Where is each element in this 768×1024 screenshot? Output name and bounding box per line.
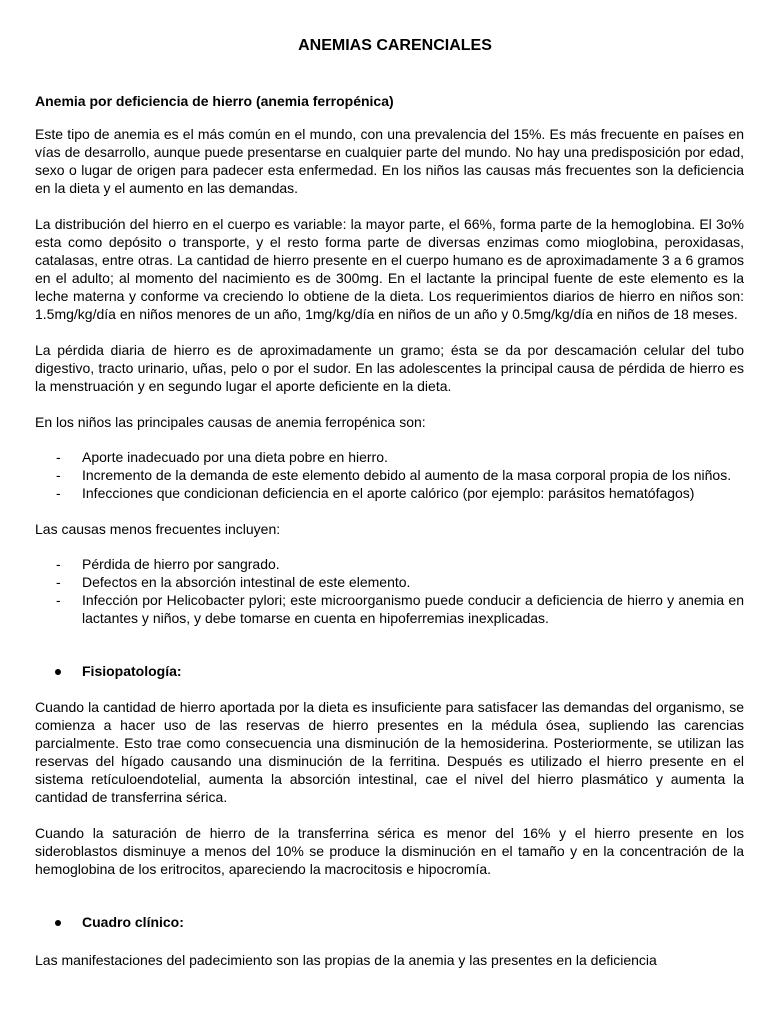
dash-marker: - (56, 449, 61, 465)
less-frequent-causes-list (35, 555, 744, 627)
paragraph-less-frequent-intro: Las causas menos frecuentes incluyen: (35, 521, 281, 537)
dash-marker: - (56, 485, 61, 501)
paragraph-daily-loss: La pérdida diaria de hierro es de aproximadamente un gramo; ésta se da por descamación celular del tubo digestivo, tracto urinario, uñas, pelo o por el sudor. En las adolescentes la principal causa de pérdida de hierro es la menstruación y en segundo lugar el aporte deficiente en la dieta. (35, 342, 744, 394)
paragraph-fisiopatologia-2: Cuando la saturación de hierro de la transferrina sérica es menor del 16% y el hierro presente en los sideroblastos disminuye a menos del 10% se produce la disminución en el tamaño y en la concentración de la hemoglobina de los eritrocitos, apareciendo la macrocitosis e hipocromía. (35, 825, 744, 877)
list-item: - Infección por Helicobacter pylori; este microorganismo puede conducir a deficiencia de hierro y anemia en lactantes y niños, y debe tomarse en cuenta en hipoferremias inexplicadas. (56, 592, 744, 626)
section-heading: Anemia por deficiencia de hierro (anemia ferropénica) (35, 93, 394, 109)
list-item: - Incremento de la demanda de este elemento debido al aumento de la masa corporal propia de los niños. (56, 467, 732, 483)
dash-marker: - (56, 467, 61, 483)
list-item: - Defectos en la absorción intestinal de este elemento. (56, 574, 411, 590)
paragraph-fisiopatologia-1: Cuando la cantidad de hierro aportada por la dieta es insuficiente para satisfacer las demandas del organismo, se comienza a hacer uso de las reservas de hierro presentes en la médula ósea, supliendo las carencias parcialmente. Esto trae como consecuencia una disminución de la hemosiderina. Posteriormente, se utilizan las reservas del hígado causando una disminución de la ferritina. Después es utilizado el hierro presente en el sistema retículoendotelial, aumenta la absorción intestinal, cae el nivel del hierro plasmático y aumenta la cantidad de transferrina sérica. (35, 699, 744, 805)
dash-marker: - (56, 556, 61, 572)
cuadro-clinico-heading: Cuadro clínico: (35, 913, 744, 931)
bullet-dot-icon (55, 669, 61, 675)
dash-marker: - (56, 592, 61, 608)
main-causes-list (35, 448, 744, 502)
paragraph-cuadro-clinico: Las manifestaciones del padecimiento son las propias de la anemia y las presentes en la deficiencia (35, 952, 657, 968)
document-title: ANEMIAS CARENCIALES (298, 37, 492, 54)
list-item: - Pérdida de hierro por sangrado. (56, 556, 280, 572)
paragraph-main-causes-intro: En los niños las principales causas de anemia ferropénica son: (35, 414, 426, 430)
bullet-dot-icon (55, 920, 61, 926)
dash-marker: - (56, 574, 61, 590)
list-item: - Aporte inadecuado por una dieta pobre en hierro. (56, 449, 388, 465)
paragraph-distribution: La distribución del hierro en el cuerpo es variable: la mayor parte, el 66%, forma parte de la hemoglobina. El 3o% esta como depósito o transporte, y el resto forma parte de diversas enzimas como mioglobina, peroxidasas, catalasas, entre otras. La cantidad de hierro presente en el cuerpo humano es de aproximadamente 3 a 6 gramos en el adulto; al momento del nacimiento es de 300mg. En el lactante la principal fuente de este elemento es la leche materna y conforme va creciendo lo obtiene de la dieta. Los requerimientos diarios de hierro en niños son: 1.5mg/kg/día en niños menores de un año, 1mg/kg/día en niños de un año y 0.5mg/kg/día en niños de 18 meses. (35, 216, 744, 322)
list-item: - Infecciones que condicionan deficiencia en el aporte calórico (por ejemplo: parásitos hematófagos) (56, 485, 695, 501)
paragraph-prevalence: Este tipo de anemia es el más común en el mundo, con una prevalencia del 15%. Es más frecuente en países en vías de desarrollo, aunque puede presentarse en cualquier parte del mundo. No hay una predisposición por edad, sexo o lugar de origen para padecer esta enfermedad. En los niños las causas más frecuentes son la deficiencia en la dieta y el aumento en las demandas. (35, 126, 744, 196)
fisiopatologia-heading: Fisiopatología: (35, 662, 744, 680)
